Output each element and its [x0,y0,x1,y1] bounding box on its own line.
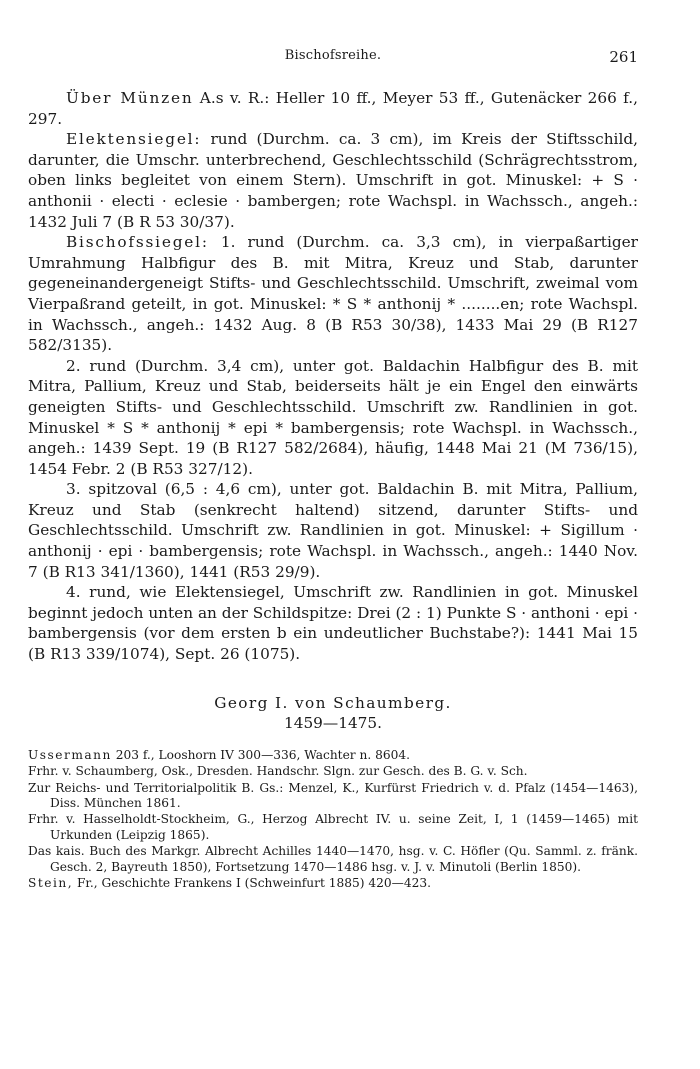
paragraph-text: 4. rund, wie Elektensiegel, Umschrift zw. Randlinien in got. Minuskel beginnt jedoch unten an der Schildspitze: Drei (2 : 1) Punkte S · anthoni · epi · bambergensis (vor dem ersten b ein undeutlicher Buchstabe?): 1441 Mai 15 (B R13 339/1074), Sept. 26 (1075). [28,583,638,664]
bib-author: Stein, [28,876,74,891]
section-years: 1459—1475. [283,714,383,733]
paragraph-bishop-seal-1 [28,232,638,356]
paragraph-text: 2. rund (Durchm. 3,4 cm), unter got. Baldachin Halbfigur des B. mit Mitra, Pallium, Kreuz und Stab, beiderseits hält je ein Engel den einwärts geneigten Stifts- und Geschlechtsschild. Umschrift zw. Randlinien in got. Minuskel * S * anthonij * epi * bambergensis; rote Wachspl. in Wachssch., angeh.: 1439 Sept. 19 (B R127 582/2684), häufig, 1448 Mai 21 (M 736/15), 1454 Febr. 2 (B R53 327/12). [28,356,638,478]
bib-author: Das kais. Buch des Markgr. Albrecht Achilles 1440—1470, [28,844,395,859]
bib-text: Menzel, K., Kurfürst Friedrich v. d. Pfalz (1454—1463), Diss. München 1861. [50,780,638,811]
bib-author: Frhr. v. Hasselholdt-Stockheim, [28,812,230,827]
paragraph-coins [28,88,638,129]
bibliography-entry [28,812,638,843]
bibliography-entry [28,876,638,891]
bib-text: Osk., Dresden. Handschr. Slgn. zur Gesch. des B. G. v. Sch. [157,764,528,779]
bibliography-entry [28,844,638,875]
paragraph-bishop-seal-3 [28,479,638,582]
page-body [28,88,638,892]
bib-author: Frhr. v. Schaumberg, [28,764,158,779]
bib-text: Fr., Geschichte Frankens I (Schweinfurt 1885) 420—423. [73,876,431,891]
paragraph-lead: Bischofssiegel: [66,233,209,252]
paragraph-bishop-seal-2 [28,356,638,480]
bibliography-entry [28,781,638,812]
paragraph-text: 1. rund (Durchm. ca. 3,3 cm), in vierpaßartiger Umrahmung Halbfigur des B. mit Mitra, Kreuz und Stab, darunter gegeneinandergeneigt Stifts- und Geschlechtsschild. Umschrift, zweimal vom Vierpaßrand geteilt, in got. Minuskel: * S * anthonij * ........en; rote Wachspl. in Wachssch., angeh.: 1432 Aug. 8 (B R53 30/38), 1433 Mai 29 (B R127 582/3135). [28,233,638,355]
page-number: 261 [609,48,638,66]
paragraph-bishop-seal-4 [28,582,638,664]
bib-author: Zur Reichs- und Territorialpolitik B. Gs.: [28,780,284,795]
bib-author: Ussermann [28,747,112,762]
running-head: Bischofsreihe. [284,48,382,63]
bib-text: G., Herzog Albrecht IV. u. seine Zeit, I, 1 (1459—1465) mit Urkunden (Leipzig 1865). [50,812,638,842]
paragraph-text: A.s v. R.: Heller 10 ff., Meyer 53 ff., Gutenäcker 266 f., 297. [28,89,638,128]
bib-text: hsg. v. C. Höfler (Qu. Samml. z. fränk. Gesch. 2, Bayreuth 1850), Fortsetzung 1470—1486 hsg. v. J. v. Minutoli (Berlin 1850). [50,844,638,874]
bibliography-entry [28,764,638,779]
section-heading [28,693,638,734]
paragraph-text: 3. spitzoval (6,5 : 4,6 cm), unter got. Baldachin B. mit Mitra, Pallium, Kreuz und Stab (senkrecht haltend) sitzend, darunter Stifts- und Geschlechtsschild. Umschrift zw. Randlinien in got. Minuskel: + Sigillum · anthonij · epi · bambergensis; rote Wachspl. in Wachssch., angeh.: 1440 Nov. 7 (B R13 341/1360), 1441 (R53 29/9). [28,480,638,581]
bibliography-entry [28,748,638,763]
bib-text: 203 f., Looshorn IV 300—336, Wachter n. 8604. [111,747,410,762]
paragraph-lead: Elektensiegel: [66,130,202,149]
page-header [28,48,638,72]
section-name: Georg I. von Schaumberg. [214,693,452,712]
paragraph-text: rund (Durchm. ca. 3 cm), im Kreis der Stiftsschild, darunter, die Umschr. unterbrechend, Geschlechtsschild (Schrägrechtsstrom, oben links begleitet von einem Stern). Umschrift in got. Minuskel: + S · anthonii · electi · eclesie · bambergen; rote Wachspl. in Wachssch., angeh.: 1432 Juli 7 (B R 53 30/37). [28,130,638,231]
bibliography [28,748,638,892]
paragraph-lead: Über Münzen [66,89,194,107]
paragraph-elect-seal [28,129,638,232]
